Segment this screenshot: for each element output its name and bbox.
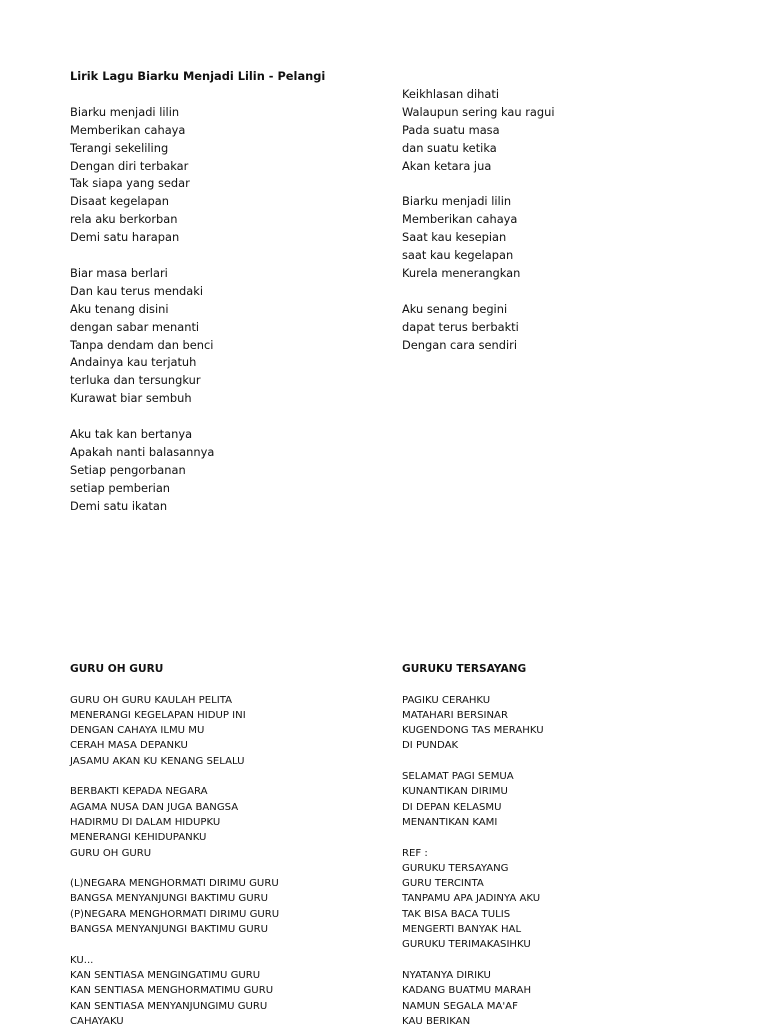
lyric-line: GURUKU TERSAYANG bbox=[402, 862, 509, 874]
lyric-line: HADIRMU DI DALAM HIDUPKU bbox=[70, 816, 221, 828]
song1-stanza-5 bbox=[402, 193, 555, 283]
lyric-line: MENERANGI KEHIDUPANKU bbox=[70, 832, 207, 844]
lyric-line: BERBAKTI KEPADA NEGARA bbox=[70, 786, 208, 798]
lyric-line: Terangi sekeliling bbox=[70, 140, 169, 155]
lyric-line: KAN SENTIASA MENGINGATIMU GURU bbox=[70, 969, 261, 981]
song1-stanza-6 bbox=[402, 301, 555, 355]
lyric-line: BANGSA MENYANJUNGI BAKTIMU GURU bbox=[70, 924, 269, 936]
lyric-line: Kurela menerangkan bbox=[402, 266, 521, 281]
lyric-line: Dan kau terus mendaki bbox=[70, 283, 204, 298]
lyric-line: MENANTIKAN KAMI bbox=[402, 816, 498, 828]
song3-stanza-1 bbox=[402, 693, 544, 754]
song1-left-column bbox=[70, 68, 325, 516]
song3-stanza-3 bbox=[402, 846, 544, 953]
lyric-line: Aku senang begini bbox=[402, 301, 508, 316]
lyric-line: Setiap pengorbanan bbox=[70, 462, 186, 477]
lyric-line: NAMUN SEGALA MA'AF bbox=[402, 1000, 518, 1012]
lyric-line: terluka dan tersungkur bbox=[70, 373, 201, 388]
lyric-line: Saat kau kesepian bbox=[402, 230, 507, 245]
lyric-line: GURU OH GURU bbox=[70, 847, 152, 859]
song2-column bbox=[70, 662, 279, 1029]
lyric-line: Andainya kau terjatuh bbox=[70, 355, 197, 370]
lyric-line: (L)NEGARA MENGHORMATI DIRIMU GURU bbox=[70, 878, 279, 890]
lyric-line: Memberikan cahaya bbox=[70, 122, 186, 137]
lyric-line: GURUKU TERIMAKASIHKU bbox=[402, 939, 531, 951]
song2-title: GURU OH GURU bbox=[70, 663, 164, 675]
lyric-line: SELAMAT PAGI SEMUA bbox=[402, 771, 514, 783]
lyric-line: Biar masa berlari bbox=[70, 265, 168, 280]
lyric-line: MENERANGI KEGELAPAN HIDUP INI bbox=[70, 709, 246, 721]
song2-stanza-1 bbox=[70, 693, 279, 769]
lyric-line: CERAH MASA DEPANKU bbox=[70, 740, 188, 752]
lyric-line: Keikhlasan dihati bbox=[402, 87, 500, 101]
lyric-line: TANPAMU APA JADINYA AKU bbox=[402, 893, 541, 905]
lyric-line: NYATANYA DIRIKU bbox=[402, 969, 491, 981]
song3-stanza-2 bbox=[402, 769, 544, 830]
lyric-line: KAU BERIKAN bbox=[402, 1015, 471, 1027]
lyric-line: Biarku menjadi lilin bbox=[402, 194, 512, 209]
lyric-line: KUGENDONG TAS MERAHKU bbox=[402, 725, 544, 737]
song1-stanza-4 bbox=[402, 86, 555, 176]
lyric-line: KU... bbox=[70, 954, 94, 966]
lyric-line: Kurawat biar sembuh bbox=[70, 391, 192, 406]
song1-stanza-3 bbox=[70, 426, 325, 516]
lyric-line: KAN SENTIASA MENGHORMATIMU GURU bbox=[70, 985, 274, 997]
lyric-line: AGAMA NUSA DAN JUGA BANGSA bbox=[70, 801, 239, 813]
lyric-line: Demi satu harapan bbox=[70, 230, 180, 245]
lyric-line: Aku tenang disini bbox=[70, 301, 169, 316]
song3-stanza-4 bbox=[402, 968, 544, 1029]
lyric-line: DI PUNDAK bbox=[402, 740, 459, 752]
lyric-line: Dengan cara sendiri bbox=[402, 337, 517, 352]
lyric-line: dan suatu ketika bbox=[402, 140, 497, 155]
lyric-line: Tanpa dendam dan benci bbox=[70, 337, 214, 352]
lyric-line: Disaat kegelapan bbox=[70, 194, 169, 209]
lyric-line: Dengan diri terbakar bbox=[70, 158, 189, 173]
lyric-line: Pada suatu masa bbox=[402, 122, 500, 137]
lyric-line: setiap pemberian bbox=[70, 480, 171, 495]
lyric-line: Akan ketara jua bbox=[402, 158, 492, 173]
lyric-line: GURU TERCINTA bbox=[402, 878, 484, 890]
lyric-line: PAGIKU CERAHKU bbox=[402, 694, 491, 706]
lyric-line: Aku tak kan bertanya bbox=[70, 427, 193, 442]
lyric-line: Apakah nanti balasannya bbox=[70, 444, 215, 459]
song1-stanza-1 bbox=[70, 104, 325, 247]
lyric-line: JASAMU AKAN KU KENANG SELALU bbox=[70, 755, 245, 767]
song1-right-column bbox=[402, 86, 555, 355]
lyric-line: KAN SENTIASA MENYANJUNGIMU GURU bbox=[70, 1000, 268, 1012]
lyric-line: rela aku berkorban bbox=[70, 212, 178, 227]
lyric-line: dapat terus berbakti bbox=[402, 319, 519, 334]
song3-title: GURUKU TERSAYANG bbox=[402, 663, 527, 675]
lyric-line: CAHAYAKU bbox=[70, 1015, 124, 1027]
song1-title: Lirik Lagu Biarku Menjadi Lilin - Pelangi bbox=[70, 69, 326, 83]
lyric-line: MENGERTI BANYAK HAL bbox=[402, 924, 522, 936]
lyric-line: KUNANTIKAN DIRIMU bbox=[402, 786, 508, 798]
lyric-line: dengan sabar menanti bbox=[70, 319, 200, 334]
lyric-line: (P)NEGARA MENGHORMATI DIRIMU GURU bbox=[70, 908, 280, 920]
lyric-line: GURU OH GURU KAULAH PELITA bbox=[70, 694, 233, 706]
lyric-line: KADANG BUATMU MARAH bbox=[402, 985, 532, 997]
lyric-line: MATAHARI BERSINAR bbox=[402, 709, 508, 721]
lyric-line: Walaupun sering kau ragui bbox=[402, 104, 555, 119]
lyric-line: REF : bbox=[402, 847, 428, 859]
lyric-line: DI DEPAN KELASMU bbox=[402, 801, 502, 813]
lyric-line: Biarku menjadi lilin bbox=[70, 104, 180, 119]
song2-stanza-2 bbox=[70, 784, 279, 860]
lyric-line: TAK BISA BACA TULIS bbox=[402, 908, 511, 920]
lyric-line: Tak siapa yang sedar bbox=[70, 176, 190, 191]
lyric-line: Memberikan cahaya bbox=[402, 212, 518, 227]
song1-stanza-2 bbox=[70, 265, 325, 408]
song2-stanza-3 bbox=[70, 876, 279, 937]
lyric-line: BANGSA MENYANJUNGI BAKTIMU GURU bbox=[70, 893, 269, 905]
song3-column bbox=[402, 662, 544, 1029]
lyric-line: saat kau kegelapan bbox=[402, 248, 514, 263]
song2-stanza-4 bbox=[70, 953, 279, 1029]
lyric-line: DENGAN CAHAYA ILMU MU bbox=[70, 725, 205, 737]
lyric-line: Demi satu ikatan bbox=[70, 498, 168, 513]
